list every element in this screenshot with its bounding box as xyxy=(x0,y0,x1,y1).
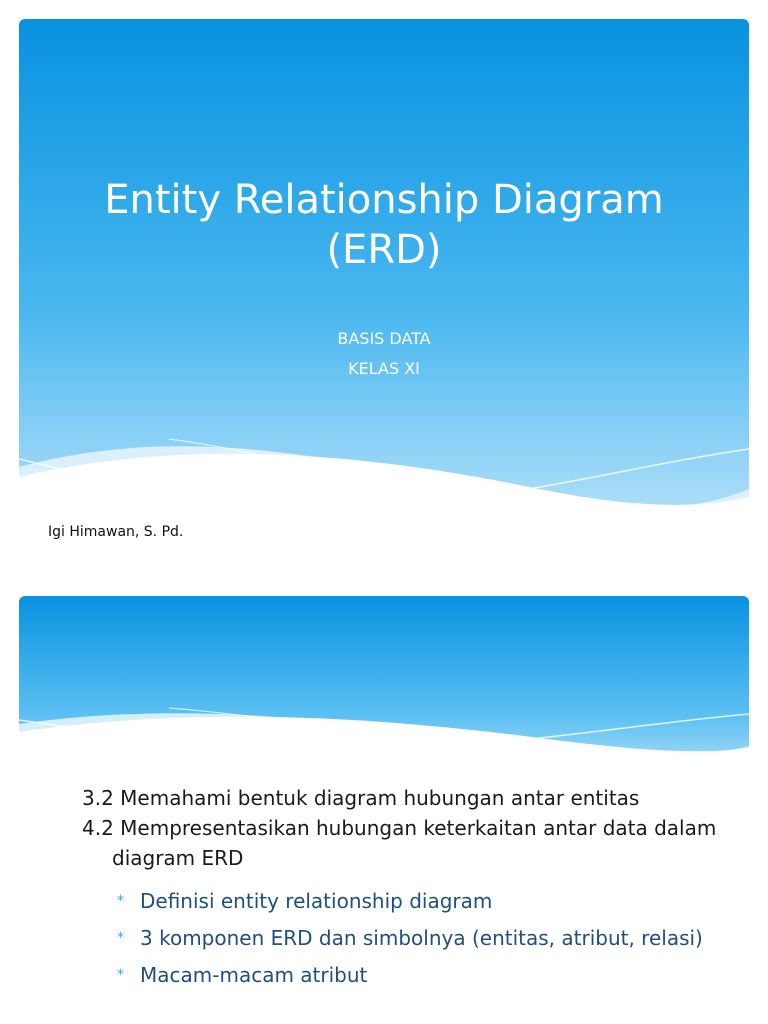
slide-background xyxy=(19,19,749,556)
title-slide xyxy=(19,19,749,556)
topics-list xyxy=(115,886,735,997)
topic-text: 3 komponen ERD dan simbolnya (entitas, atribut, relasi) xyxy=(140,926,703,950)
objective-item: 3.2 Memahami bentuk diagram hubungan antar entitas xyxy=(82,786,640,810)
subtitle-class: KELAS XI xyxy=(348,359,420,378)
slide-subtitle xyxy=(19,324,749,384)
topic-item xyxy=(115,886,735,916)
learning-objectives-list xyxy=(82,783,742,873)
slide-header-background xyxy=(19,596,749,796)
topic-text: Macam-macam atribut xyxy=(140,963,368,987)
topic-item xyxy=(115,923,735,953)
objective-item: 4.2 Mempresentasikan hubungan keterkaitan antar data dalam diagram ERD xyxy=(82,816,717,870)
author-name: Igi Himawan, S. Pd. xyxy=(48,524,184,540)
objectives-slide xyxy=(19,596,749,1024)
subtitle-subject: BASIS DATA xyxy=(337,329,431,348)
asterisk-bullet-icon: * xyxy=(117,930,124,946)
slide-title xyxy=(19,175,749,275)
slide-title-line-2: (ERD) xyxy=(326,227,442,273)
asterisk-bullet-icon: * xyxy=(117,967,124,983)
slide-title-line-1: Entity Relationship Diagram xyxy=(104,177,664,223)
topic-item xyxy=(115,960,735,990)
asterisk-bullet-icon: * xyxy=(117,893,124,909)
topic-text: Definisi entity relationship diagram xyxy=(140,889,493,913)
